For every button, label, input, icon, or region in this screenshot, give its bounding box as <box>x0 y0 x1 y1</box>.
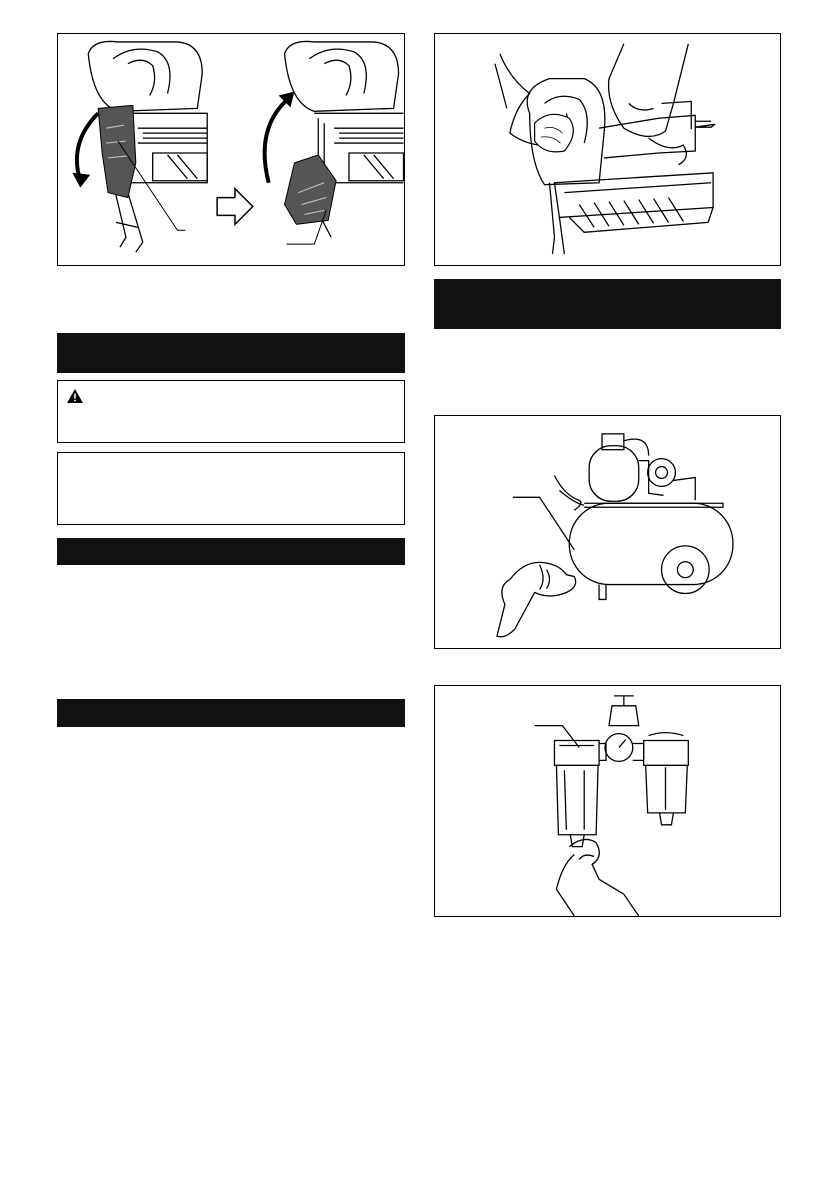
section-header-band-3 <box>57 699 405 727</box>
figure-cleaning-tool <box>434 33 781 266</box>
warning-box <box>57 380 405 443</box>
warning-triangle-icon <box>66 388 84 404</box>
notice-box <box>57 452 405 525</box>
nose-cover-illustration <box>58 34 404 265</box>
cleaning-tool-illustration <box>435 34 780 265</box>
compressor-drain-illustration <box>435 416 780 648</box>
air-filter-drain-illustration <box>435 686 780 916</box>
section-header-band-1 <box>57 333 405 373</box>
section-header-band-4 <box>434 279 781 329</box>
figure-nose-cover <box>57 33 405 266</box>
section-header-band-2 <box>57 538 405 565</box>
figure-compressor-drain <box>434 415 781 649</box>
figure-filter-drain <box>434 685 781 917</box>
